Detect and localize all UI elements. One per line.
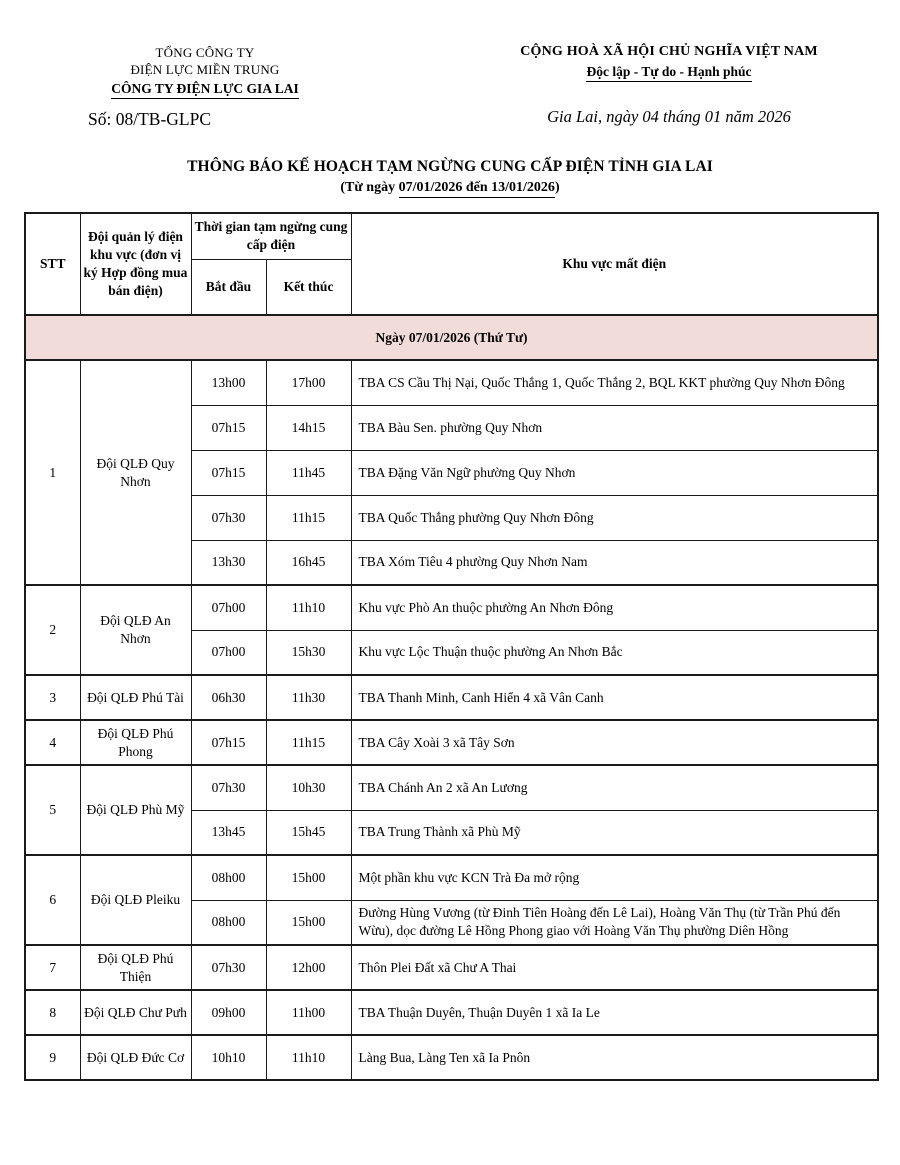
end-time-cell: 14h15	[266, 405, 351, 450]
area-cell: Một phần khu vực KCN Trà Đa mở rộng	[351, 855, 878, 900]
day-band-label: Ngày 07/01/2026 (Thứ Tư)	[25, 315, 878, 360]
start-time-cell: 07h30	[191, 945, 266, 990]
area-cell: Thôn Plei Đất xã Chư A Thai	[351, 945, 878, 990]
place-date-line: Gia Lai, ngày 04 tháng 01 năm 2026	[547, 107, 791, 126]
stt-cell: 5	[25, 765, 80, 855]
area-cell: TBA Chánh An 2 xã An Lương	[351, 765, 878, 810]
start-time-cell: 07h15	[191, 720, 266, 765]
start-time-cell: 08h00	[191, 900, 266, 945]
area-cell: TBA Xóm Tiêu 4 phường Quy Nhơn Nam	[351, 540, 878, 585]
area-cell: TBA Trung Thành xã Phù Mỹ	[351, 810, 878, 855]
end-time-cell: 11h15	[266, 495, 351, 540]
start-time-cell: 07h15	[191, 450, 266, 495]
end-time-cell: 15h30	[266, 630, 351, 675]
stt-cell: 2	[25, 585, 80, 675]
outage-table-body	[25, 315, 878, 1080]
start-time-cell: 09h00	[191, 990, 266, 1035]
team-cell: Đội QLĐ Quy Nhơn	[80, 360, 191, 585]
column-header-stt: STT	[25, 213, 80, 315]
stt-cell: 7	[25, 945, 80, 990]
column-header-team: Đội quản lý điện khu vực (đơn vị ký Hợp đồng mua bán điện)	[80, 213, 191, 315]
end-time-cell: 17h00	[266, 360, 351, 405]
end-time-cell: 11h15	[266, 720, 351, 765]
end-time-cell: 11h30	[266, 675, 351, 720]
national-motto: Độc lập - Tự do - Hạnh phúc	[438, 64, 900, 80]
stt-cell: 6	[25, 855, 80, 945]
start-time-cell: 07h00	[191, 630, 266, 675]
end-time-cell: 15h00	[266, 900, 351, 945]
team-cell: Đội QLĐ Phú Tài	[80, 675, 191, 720]
start-time-cell: 13h30	[191, 540, 266, 585]
issuer-parent-company: TỔNG CÔNG TY	[155, 45, 255, 60]
column-header-time-group: Thời gian tạm ngừng cung cấp điện	[191, 213, 351, 259]
date-range: 07/01/2026 đến 13/01/2026	[399, 180, 555, 198]
start-time-cell: 07h30	[191, 495, 266, 540]
area-cell: TBA Bàu Sen. phường Quy Nhơn	[351, 405, 878, 450]
column-header-area: Khu vực mất điện	[351, 213, 878, 315]
end-time-cell: 16h45	[266, 540, 351, 585]
document-header	[0, 0, 900, 128]
area-cell: Làng Bua, Làng Ten xã Ia Pnôn	[351, 1035, 878, 1080]
table-row	[25, 945, 878, 990]
area-cell: TBA Thuận Duyên, Thuận Duyên 1 xã Ia Le	[351, 990, 878, 1035]
team-cell: Đội QLĐ Đức Cơ	[80, 1035, 191, 1080]
outage-schedule-table	[24, 212, 879, 1081]
end-time-cell: 12h00	[266, 945, 351, 990]
area-cell: TBA Đặng Văn Ngữ phường Quy Nhơn	[351, 450, 878, 495]
end-time-cell: 11h10	[266, 1035, 351, 1080]
area-cell: TBA CS Cầu Thị Nại, Quốc Thắng 1, Quốc Thắng 2, BQL KKT phường Quy Nhơn Đông	[351, 360, 878, 405]
table-row	[25, 720, 878, 765]
table-row	[25, 990, 878, 1035]
start-time-cell: 07h15	[191, 405, 266, 450]
table-row	[25, 1035, 878, 1080]
document-title: THÔNG BÁO KẾ HOẠCH TẠM NGỪNG CUNG CẤP ĐIỆN TỈNH GIA LAI	[187, 158, 713, 175]
team-cell: Đội QLĐ An Nhơn	[80, 585, 191, 675]
column-header-start: Bắt đầu	[191, 259, 266, 315]
stt-cell: 4	[25, 720, 80, 765]
end-time-cell: 11h45	[266, 450, 351, 495]
stt-cell: 3	[25, 675, 80, 720]
team-cell: Đội QLĐ Phú Thiện	[80, 945, 191, 990]
area-cell: Khu vực Lộc Thuận thuộc phường An Nhơn Bắc	[351, 630, 878, 675]
end-time-cell: 11h10	[266, 585, 351, 630]
start-time-cell: 07h00	[191, 585, 266, 630]
table-row	[25, 855, 878, 900]
area-cell: Khu vực Phò An thuộc phường An Nhơn Đông	[351, 585, 878, 630]
end-time-cell: 10h30	[266, 765, 351, 810]
start-time-cell: 13h00	[191, 360, 266, 405]
area-cell: TBA Thanh Minh, Canh Hiển 4 xã Vân Canh	[351, 675, 878, 720]
area-cell: Đường Hùng Vương (từ Đinh Tiên Hoàng đến Lê Lai), Hoàng Văn Thụ (từ Trần Phú đến Wừu), dọc đường Lê Hồng Phong giao với Hoàng Văn Thụ phường Diên Hồng	[351, 900, 878, 945]
day-band-row	[25, 315, 878, 360]
document-number: Số: 08/TB-GLPC	[88, 109, 212, 129]
stt-cell: 8	[25, 990, 80, 1035]
area-cell: TBA Cây Xoài 3 xã Tây Sơn	[351, 720, 878, 765]
stt-cell: 9	[25, 1035, 80, 1080]
national-title: CỘNG HOÀ XÃ HỘI CHỦ NGHĨA VIỆT NAM	[520, 44, 818, 59]
issuer-block	[0, 44, 380, 128]
team-cell: Đội QLĐ Phú Phong	[80, 720, 191, 765]
end-time-cell: 15h00	[266, 855, 351, 900]
title-block	[0, 158, 900, 196]
table-row	[25, 360, 878, 405]
team-cell: Đội QLĐ Chư Pưh	[80, 990, 191, 1035]
document-subtitle: (Từ ngày 07/01/2026 đến 13/01/2026)	[0, 180, 900, 196]
issuer-region: ĐIỆN LỰC MIỀN TRUNG	[130, 62, 280, 77]
end-time-cell: 15h45	[266, 810, 351, 855]
team-cell: Đội QLĐ Pleiku	[80, 855, 191, 945]
table-row	[25, 765, 878, 810]
table-row	[25, 585, 878, 630]
column-header-end: Kết thúc	[266, 259, 351, 315]
end-time-cell: 11h00	[266, 990, 351, 1035]
issuer-company: CÔNG TY ĐIỆN LỰC GIA LAI	[30, 80, 380, 97]
start-time-cell: 13h45	[191, 810, 266, 855]
start-time-cell: 08h00	[191, 855, 266, 900]
start-time-cell: 07h30	[191, 765, 266, 810]
start-time-cell: 06h30	[191, 675, 266, 720]
area-cell: TBA Quốc Thắng phường Quy Nhơn Đông	[351, 495, 878, 540]
stt-cell: 1	[25, 360, 80, 585]
table-header	[25, 213, 878, 315]
table-row	[25, 675, 878, 720]
national-motto-block	[438, 44, 900, 128]
team-cell: Đội QLĐ Phù Mỹ	[80, 765, 191, 855]
start-time-cell: 10h10	[191, 1035, 266, 1080]
